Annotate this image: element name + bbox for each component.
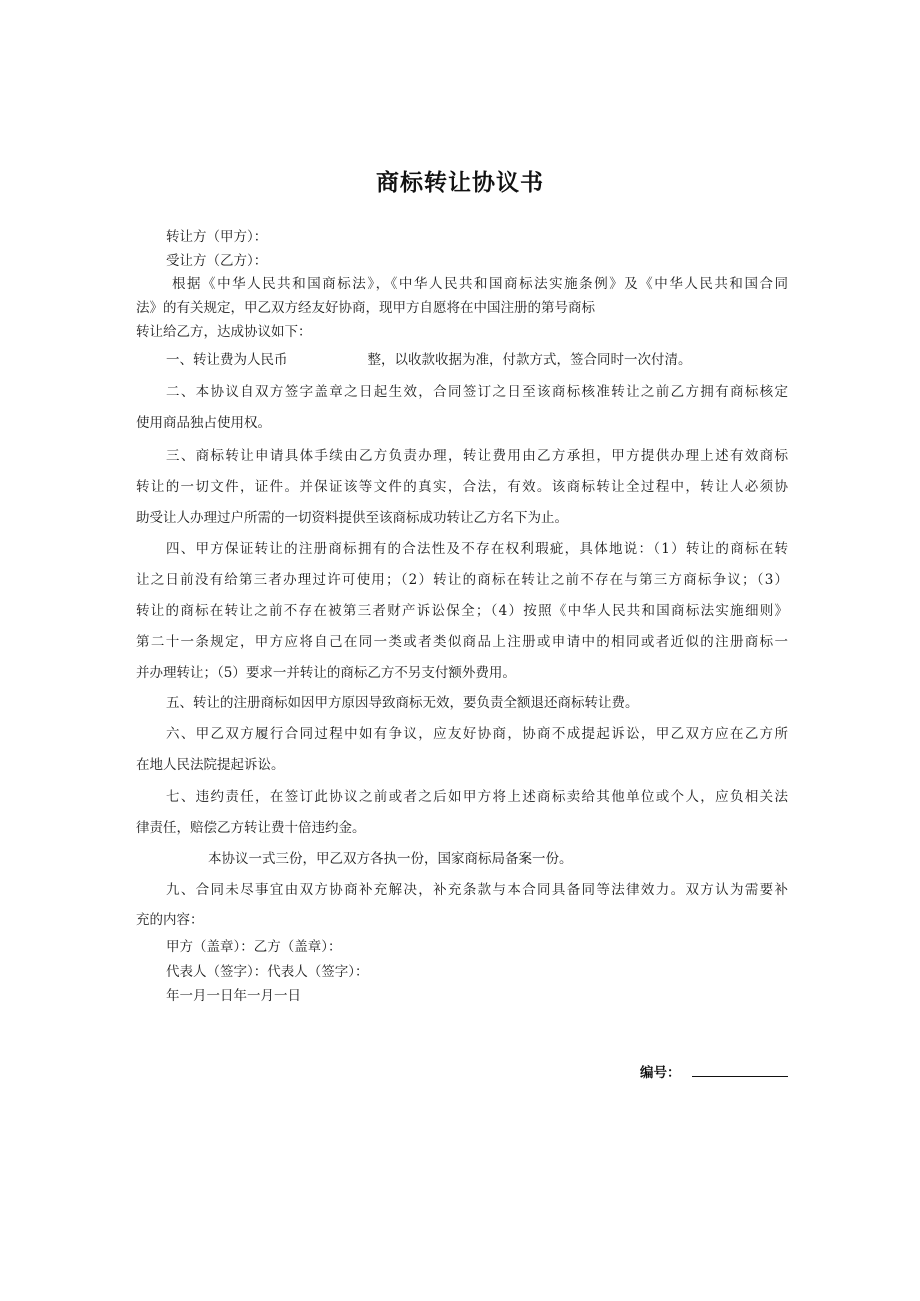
clause-9-line-2: 充的内容： [136, 912, 204, 928]
clause-5: 五、转让的注册商标如因甲方原因导致商标无效，要负责全额退还商标转让费。 [166, 695, 639, 711]
clause-3-line-1: 三、商标转让申请具体手续由乙方负责办理，转让费用由乙方承担，甲方提供办理上述有效商标 [166, 448, 788, 464]
clause-1-part-a: 一、转让费为人民币 [166, 352, 288, 368]
clause-1 [166, 350, 692, 370]
transferor-line: 转让方（甲方）： [166, 229, 268, 245]
serial-number-label: 编号： [640, 1065, 681, 1081]
clause-2-line-1: 二、本协议自双方签字盖章之日起生效，合同签订之日至该商标核准转让之前乙方拥有商标核定 [166, 384, 788, 400]
clause-6-line-2: 在地人民法院提起诉讼。 [136, 757, 285, 773]
document-title: 商标转让协议书 [376, 170, 544, 196]
copies-clause: 本协议一式三份，甲乙双方各执一份，国家商标局备案一份。 [208, 851, 573, 867]
clause-1-part-b: 整，以收款收据为准，付款方式，签合同时一次付清。 [367, 352, 692, 368]
clause-9-line-1: 九、合同未尽事宜由双方协商补充解决，补充条款与本合同具备同等法律效力。双方认为需要补 [166, 882, 788, 898]
preamble-line-2: 法》的有关规定，甲乙双方经友好协商，现甲方自愿将在中国注册的第号商标 [136, 300, 595, 316]
clause-4-line-1: 四、甲方保证转让的注册商标拥有的合法性及不存在权利瑕疵，具体地说：（1）转让的商标在转 [166, 541, 788, 557]
clause-4-line-4: 第二十一条规定，甲方应将自己在同一类或者类似商品上注册或申请中的相同或者近似的注册商标一 [136, 634, 788, 650]
clause-2-line-2: 使用商品独占使用权。 [136, 415, 271, 431]
preamble-line-1: 根据《中华人民共和国商标法》，《中华人民共和国商标法实施条例》及《中华人民共和国合同 [172, 276, 788, 292]
clause-6-line-1: 六、甲乙双方履行合同过程中如有争议，应友好协商，协商不成提起诉讼，甲乙双方应在乙方所 [166, 726, 788, 742]
transferee-line: 受让方（乙方）： [166, 253, 268, 269]
clause-3-line-2: 转让的一切文件，证件。并保证该等文件的真实，合法，有效。该商标转让全过程中，转让人必须协 [136, 479, 788, 495]
serial-number-blank [692, 1076, 788, 1077]
date-line: 年一月一日年一月一日 [166, 988, 301, 1004]
preamble-line-3: 转让给乙方，达成协议如下： [136, 324, 312, 340]
representative-line: 代表人（签字）：代表人（签字）： [166, 964, 369, 980]
clause-3-line-3: 助受让人办理过户所需的一切资料提供至该商标成功转让乙方名下为止。 [136, 510, 568, 526]
clause-7-line-1: 七、违约责任，在签订此协议之前或者之后如甲方将上述商标卖给其他单位或个人，应负相关法 [166, 789, 788, 805]
clause-4-line-3: 转让的商标在转让之前不存在被第三者财产诉讼保全；（4）按照《中华人民共和国商标法实施细则》 [136, 603, 788, 619]
clause-7-line-2: 律责任，赔偿乙方转让费十倍违约金。 [136, 820, 366, 836]
seal-line: 甲方（盖章）：乙方（盖章）： [166, 939, 342, 955]
clause-4-line-5: 并办理转让；（5）要求一并转让的商标乙方不另支付额外费用。 [136, 665, 516, 681]
clause-4-line-2: 让之日前没有给第三者办理过许可使用；（2）转让的商标在转让之前不存在与第三方商标争议；（3） [136, 572, 788, 588]
